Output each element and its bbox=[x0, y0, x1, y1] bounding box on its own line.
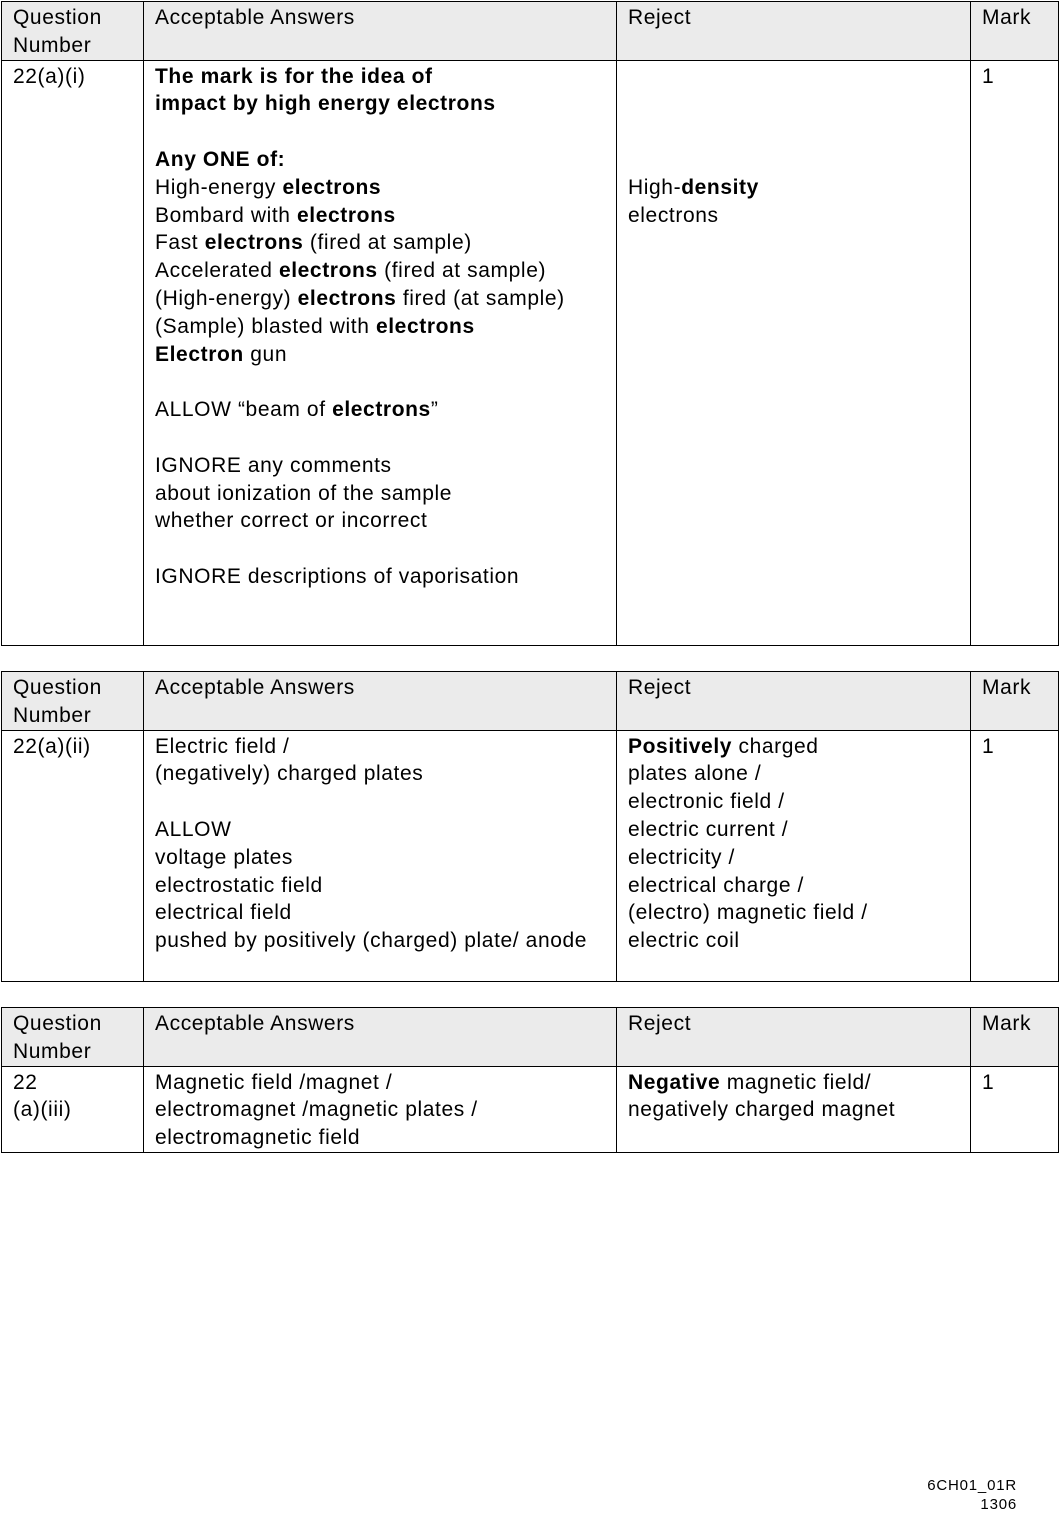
mark-scheme-table-22a-ii bbox=[1, 671, 1059, 982]
ignore-note-line: whether correct or incorrect bbox=[155, 509, 428, 533]
mark-value: 1 bbox=[971, 1066, 1059, 1152]
header-acceptable-answers: Acceptable Answers bbox=[144, 672, 617, 731]
header-reject: Reject bbox=[617, 2, 971, 61]
page-footer bbox=[927, 1476, 1017, 1514]
table-row bbox=[2, 730, 1059, 981]
answer-item: pushed by positively (charged) plate/ anode bbox=[155, 929, 588, 953]
reject-item: electric coil bbox=[628, 929, 740, 953]
header-question-number: Question Number bbox=[2, 1008, 144, 1067]
reject-cell bbox=[617, 60, 971, 645]
acceptable-answers-cell bbox=[144, 60, 617, 645]
question-number: 22 (a)(iii) bbox=[2, 1066, 144, 1152]
header-row bbox=[2, 2, 1059, 61]
reject-item: (electro) magnetic field / bbox=[628, 901, 868, 925]
header-row bbox=[2, 1008, 1059, 1067]
question-number: 22(a)(i) bbox=[2, 60, 144, 645]
answer-item: (negatively) charged plates bbox=[155, 762, 424, 786]
reject-item: electric current / bbox=[628, 817, 789, 841]
reject-item: plates alone / bbox=[628, 762, 762, 786]
reject-item: Negative magnetic field/ bbox=[628, 1070, 872, 1094]
paper-code: 6CH01_01R bbox=[927, 1477, 1017, 1494]
mark-scheme-table-22a-iii bbox=[1, 1007, 1059, 1153]
acceptable-answers-cell bbox=[144, 730, 617, 981]
answer-intro-line-2: impact by high energy electrons bbox=[155, 92, 496, 116]
header-acceptable-answers: Acceptable Answers bbox=[144, 1008, 617, 1067]
header-question-number: Question Number bbox=[2, 672, 144, 731]
allow-note: ALLOW “beam of electrons” bbox=[155, 398, 439, 422]
answer-item: electromagnetic field bbox=[155, 1126, 361, 1150]
answer-item: High-energy electrons bbox=[155, 175, 382, 199]
header-reject: Reject bbox=[617, 1008, 971, 1067]
acceptable-answers-cell bbox=[144, 1066, 617, 1152]
reject-item: High-density bbox=[628, 175, 759, 199]
header-mark: Mark bbox=[971, 1008, 1059, 1067]
reject-item: electrons bbox=[628, 203, 719, 227]
header-row bbox=[2, 672, 1059, 731]
exam-session: 1306 bbox=[980, 1496, 1017, 1513]
answer-item: (Sample) blasted with electrons bbox=[155, 314, 475, 338]
answer-item: Accelerated electrons (fired at sample) bbox=[155, 259, 547, 283]
header-reject: Reject bbox=[617, 672, 971, 731]
table-row bbox=[2, 60, 1059, 645]
mark-value: 1 bbox=[971, 60, 1059, 645]
reject-item: electrical charge / bbox=[628, 873, 804, 897]
mark-value: 1 bbox=[971, 730, 1059, 981]
answer-item: Magnetic field /magnet / bbox=[155, 1070, 393, 1094]
allow-note: ALLOW bbox=[155, 817, 232, 841]
header-mark: Mark bbox=[971, 672, 1059, 731]
answer-intro-line-1: The mark is for the idea of bbox=[155, 64, 433, 88]
answer-item: Electric field / bbox=[155, 734, 290, 758]
header-question-number: Question Number bbox=[2, 2, 144, 61]
reject-cell bbox=[617, 730, 971, 981]
answer-item: voltage plates bbox=[155, 845, 293, 869]
answer-item: Bombard with electrons bbox=[155, 203, 396, 227]
answer-item: (High-energy) electrons fired (at sample) bbox=[155, 286, 565, 310]
reject-cell bbox=[617, 1066, 971, 1152]
answer-item: electromagnet /magnetic plates / bbox=[155, 1098, 478, 1122]
ignore-note-line: IGNORE descriptions of vaporisation bbox=[155, 564, 520, 588]
question-number: 22(a)(ii) bbox=[2, 730, 144, 981]
answer-item: Electron gun bbox=[155, 342, 288, 366]
reject-item: electronic field / bbox=[628, 790, 785, 814]
any-one-heading: Any ONE of: bbox=[155, 147, 286, 171]
answer-item: electrostatic field bbox=[155, 873, 323, 897]
mark-scheme-table-22a-i bbox=[1, 1, 1059, 646]
ignore-note-line: IGNORE any comments bbox=[155, 453, 392, 477]
header-mark: Mark bbox=[971, 2, 1059, 61]
reject-item: electricity / bbox=[628, 845, 735, 869]
ignore-note-line: about ionization of the sample bbox=[155, 481, 453, 505]
answer-item: electrical field bbox=[155, 901, 292, 925]
reject-item: Positively charged bbox=[628, 734, 819, 758]
answer-item: Fast electrons (fired at sample) bbox=[155, 231, 472, 255]
table-row bbox=[2, 1066, 1059, 1152]
reject-item: negatively charged magnet bbox=[628, 1098, 896, 1122]
header-acceptable-answers: Acceptable Answers bbox=[144, 2, 617, 61]
